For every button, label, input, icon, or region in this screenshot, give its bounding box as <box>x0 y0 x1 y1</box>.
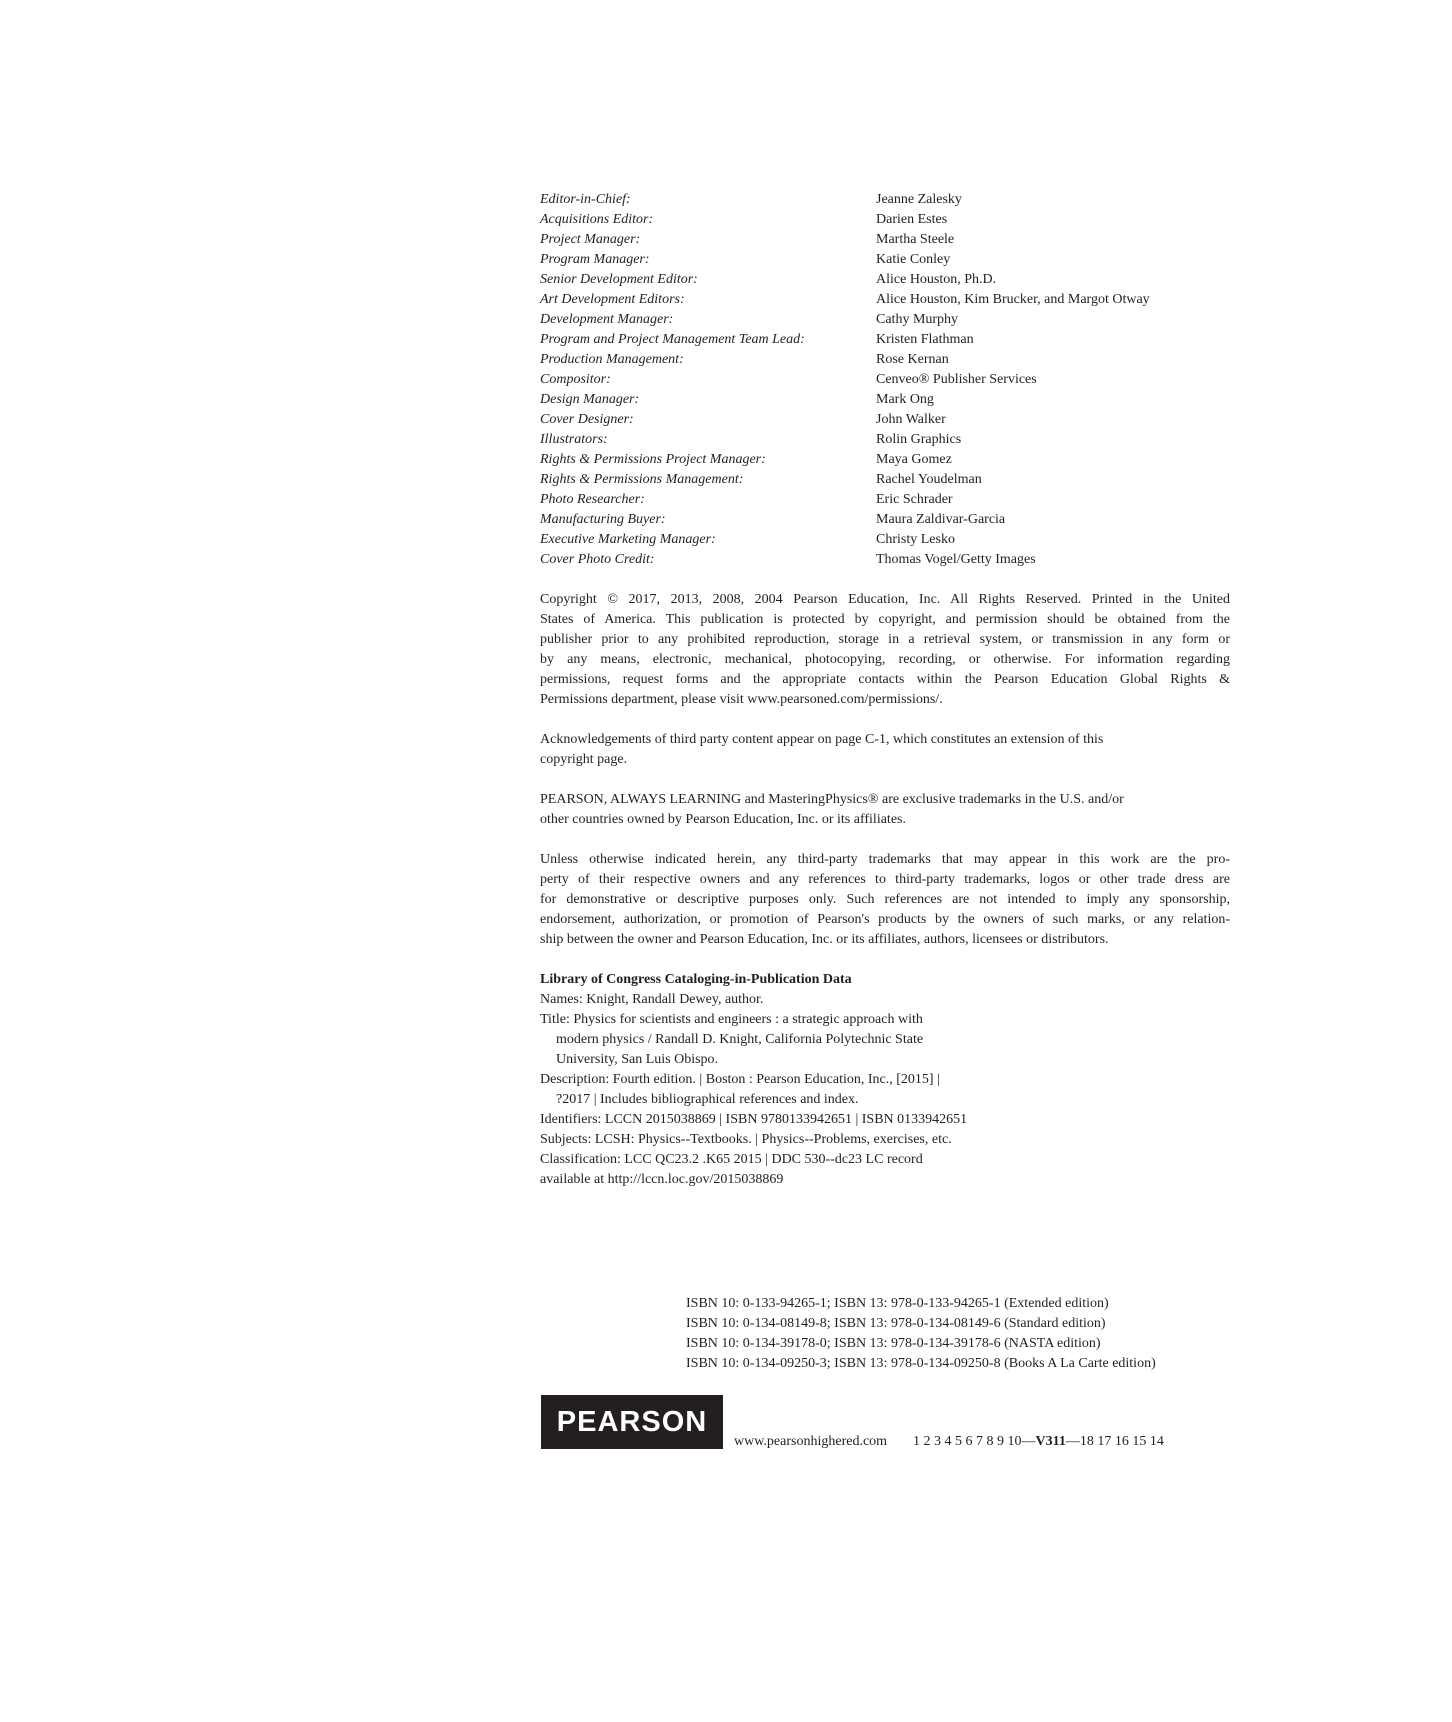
credit-name: Mark Ong <box>876 392 934 407</box>
copyright-line: permissions, request forms and the appropriate contacts within the Pearson Education Global Rights & <box>540 672 1230 687</box>
cip-heading: Library of Congress Cataloging-in-Publication Data <box>540 972 852 987</box>
credit-name: Maya Gomez <box>876 452 952 467</box>
credit-role: Program and Project Management Team Lead: <box>540 332 805 347</box>
copyright-line: by any means, electronic, mechanical, photocopying, recording, or otherwise. For information regarding <box>540 652 1230 667</box>
copyright-page <box>540 190 1230 1190</box>
isbn-line: ISBN 10: 0-134-39178-0; ISBN 13: 978-0-134-39178-6 (NASTA edition) <box>686 1336 1101 1351</box>
credit-role: Cover Designer: <box>540 412 634 427</box>
credit-row <box>540 210 1230 230</box>
credit-name: Christy Lesko <box>876 532 955 547</box>
credit-name: Alice Houston, Ph.D. <box>876 272 997 287</box>
credit-name: Rose Kernan <box>876 352 949 367</box>
isbn-line: ISBN 10: 0-134-09250-3; ISBN 13: 978-0-134-09250-8 (Books A La Carte edition) <box>686 1356 1156 1371</box>
third-party-line: perty of their respective owners and any references to third-party trademarks, logos or other trade dress are <box>540 872 1230 887</box>
credit-role: Manufacturing Buyer: <box>540 512 666 527</box>
credit-role: Senior Development Editor: <box>540 272 698 287</box>
cip-line: Description: Fourth edition. | Boston : Pearson Education, Inc., [2015] | <box>540 1072 940 1087</box>
third-party-line: for demonstrative or descriptive purposes only. Such references are not intended to imply any sponsorship, <box>540 892 1230 907</box>
credit-name: Rolin Graphics <box>876 432 962 447</box>
copyright-line: Copyright © 2017, 2013, 2008, 2004 Pearson Education, Inc. All Rights Reserved. Printed in the United <box>540 592 1230 607</box>
credit-name: Maura Zaldivar-Garcia <box>876 512 1006 527</box>
credit-role: Design Manager: <box>540 392 640 407</box>
credit-name: Cathy Murphy <box>876 312 959 327</box>
credit-name: Darien Estes <box>876 212 948 227</box>
credit-role: Compositor: <box>540 372 611 387</box>
credit-row <box>540 430 1230 450</box>
credit-name: Rachel Youdelman <box>876 472 982 487</box>
third-party-line: endorsement, authorization, or promotion of Pearson's products by the owners of such marks, or any relation- <box>540 912 1230 927</box>
credit-row <box>540 350 1230 370</box>
credit-row <box>540 390 1230 410</box>
credit-role: Photo Researcher: <box>540 492 645 507</box>
print-line-prefix: 1 2 3 4 5 6 7 8 9 10— <box>913 1434 1036 1449</box>
credit-name: Alice Houston, Kim Brucker, and Margot Otway <box>876 292 1150 307</box>
pearson-logo: PEARSON <box>541 1395 723 1449</box>
print-line-suffix: —18 17 16 15 14 <box>1065 1434 1164 1449</box>
cip-line: Names: Knight, Randall Dewey, author. <box>540 992 764 1007</box>
credit-role: Production Management: <box>540 352 684 367</box>
credit-role: Cover Photo Credit: <box>540 552 655 567</box>
credit-role: Acquisitions Editor: <box>540 212 654 227</box>
credit-row <box>540 230 1230 250</box>
cip-line: University, San Luis Obispo. <box>556 1052 719 1067</box>
credit-row <box>540 190 1230 210</box>
copyright-line: States of America. This publication is protected by copyright, and permission should be obtained from the <box>540 612 1230 627</box>
credit-role: Editor-in-Chief: <box>540 192 631 207</box>
credit-role: Art Development Editors: <box>540 292 685 307</box>
credit-row <box>540 310 1230 330</box>
credit-row <box>540 510 1230 530</box>
third-party-paragraph <box>540 850 1230 950</box>
trademark-line: other countries owned by Pearson Education, Inc. or its affiliates. <box>540 812 906 827</box>
credit-row <box>540 490 1230 510</box>
credit-name: Katie Conley <box>876 252 951 267</box>
cip-data <box>540 970 1230 1190</box>
credit-name: John Walker <box>876 412 946 427</box>
credit-name: Kristen Flathman <box>876 332 974 347</box>
copyright-line: Permissions department, please visit www.pearsoned.com/permissions/. <box>540 692 943 707</box>
acknowledgement-line: Acknowledgements of third party content appear on page C-1, which constitutes an extension of this <box>540 732 1104 747</box>
credit-name: Martha Steele <box>876 232 955 247</box>
credit-row <box>540 250 1230 270</box>
credits-list <box>540 190 1230 570</box>
credit-row <box>540 530 1230 550</box>
isbn-line: ISBN 10: 0-134-08149-8; ISBN 13: 978-0-134-08149-6 (Standard edition) <box>686 1316 1106 1331</box>
credit-row <box>540 470 1230 490</box>
credit-row <box>540 410 1230 430</box>
credit-role: Rights & Permissions Management: <box>540 472 744 487</box>
credit-role: Rights & Permissions Project Manager: <box>540 452 766 467</box>
credit-row <box>540 270 1230 290</box>
publisher-url[interactable]: www.pearsonhighered.com <box>734 1434 888 1449</box>
third-party-line: ship between the owner and Pearson Education, Inc. or its affiliates, authors, licensees or distributors. <box>540 932 1109 947</box>
credit-row <box>540 370 1230 390</box>
credit-name: Eric Schrader <box>876 492 953 507</box>
cip-line: Title: Physics for scientists and engineers : a strategic approach with <box>540 1012 923 1027</box>
cip-line: Subjects: LCSH: Physics--Textbooks. | Physics--Problems, exercises, etc. <box>540 1132 952 1147</box>
cip-line: available at http://lccn.loc.gov/2015038869 <box>540 1172 784 1187</box>
cip-line: modern physics / Randall D. Knight, California Polytechnic State <box>556 1032 924 1047</box>
cip-line: Identifiers: LCCN 2015038869 | ISBN 9780133942651 | ISBN 0133942651 <box>540 1112 968 1127</box>
credit-row <box>540 330 1230 350</box>
trademark-line: PEARSON, ALWAYS LEARNING and MasteringPhysics® are exclusive trademarks in the U.S. and/or <box>540 792 1124 807</box>
cip-line: ?2017 | Includes bibliographical references and index. <box>556 1092 859 1107</box>
credit-name: Jeanne Zalesky <box>876 192 962 207</box>
isbn-line: ISBN 10: 0-133-94265-1; ISBN 13: 978-0-133-94265-1 (Extended edition) <box>686 1296 1109 1311</box>
credit-name: Thomas Vogel/Getty Images <box>876 552 1036 567</box>
copyright-paragraph <box>540 590 1230 710</box>
credit-row <box>540 550 1230 570</box>
credit-name: Cenveo® Publisher Services <box>876 372 1037 387</box>
trademark-paragraph <box>540 790 1230 830</box>
credit-row <box>540 450 1230 470</box>
credit-role: Program Manager: <box>540 252 650 267</box>
third-party-line: Unless otherwise indicated herein, any third-party trademarks that may appear in this work are the pro- <box>540 852 1230 867</box>
credit-role: Development Manager: <box>540 312 674 327</box>
acknowledgement-line: copyright page. <box>540 752 628 767</box>
credit-role: Executive Marketing Manager: <box>540 532 716 547</box>
acknowledgement-paragraph <box>540 730 1230 770</box>
credit-role: Project Manager: <box>540 232 641 247</box>
copyright-line: publisher prior to any prohibited reproduction, storage in a retrieval system, or transmission in any form or <box>540 632 1230 647</box>
footer <box>734 1432 1164 1452</box>
print-code: V311 <box>1035 1434 1066 1449</box>
credit-role: Illustrators: <box>540 432 608 447</box>
credit-row <box>540 290 1230 310</box>
isbn-list <box>686 1294 1156 1374</box>
cip-line: Classification: LCC QC23.2 .K65 2015 | DDC 530--dc23 LC record <box>540 1152 923 1167</box>
